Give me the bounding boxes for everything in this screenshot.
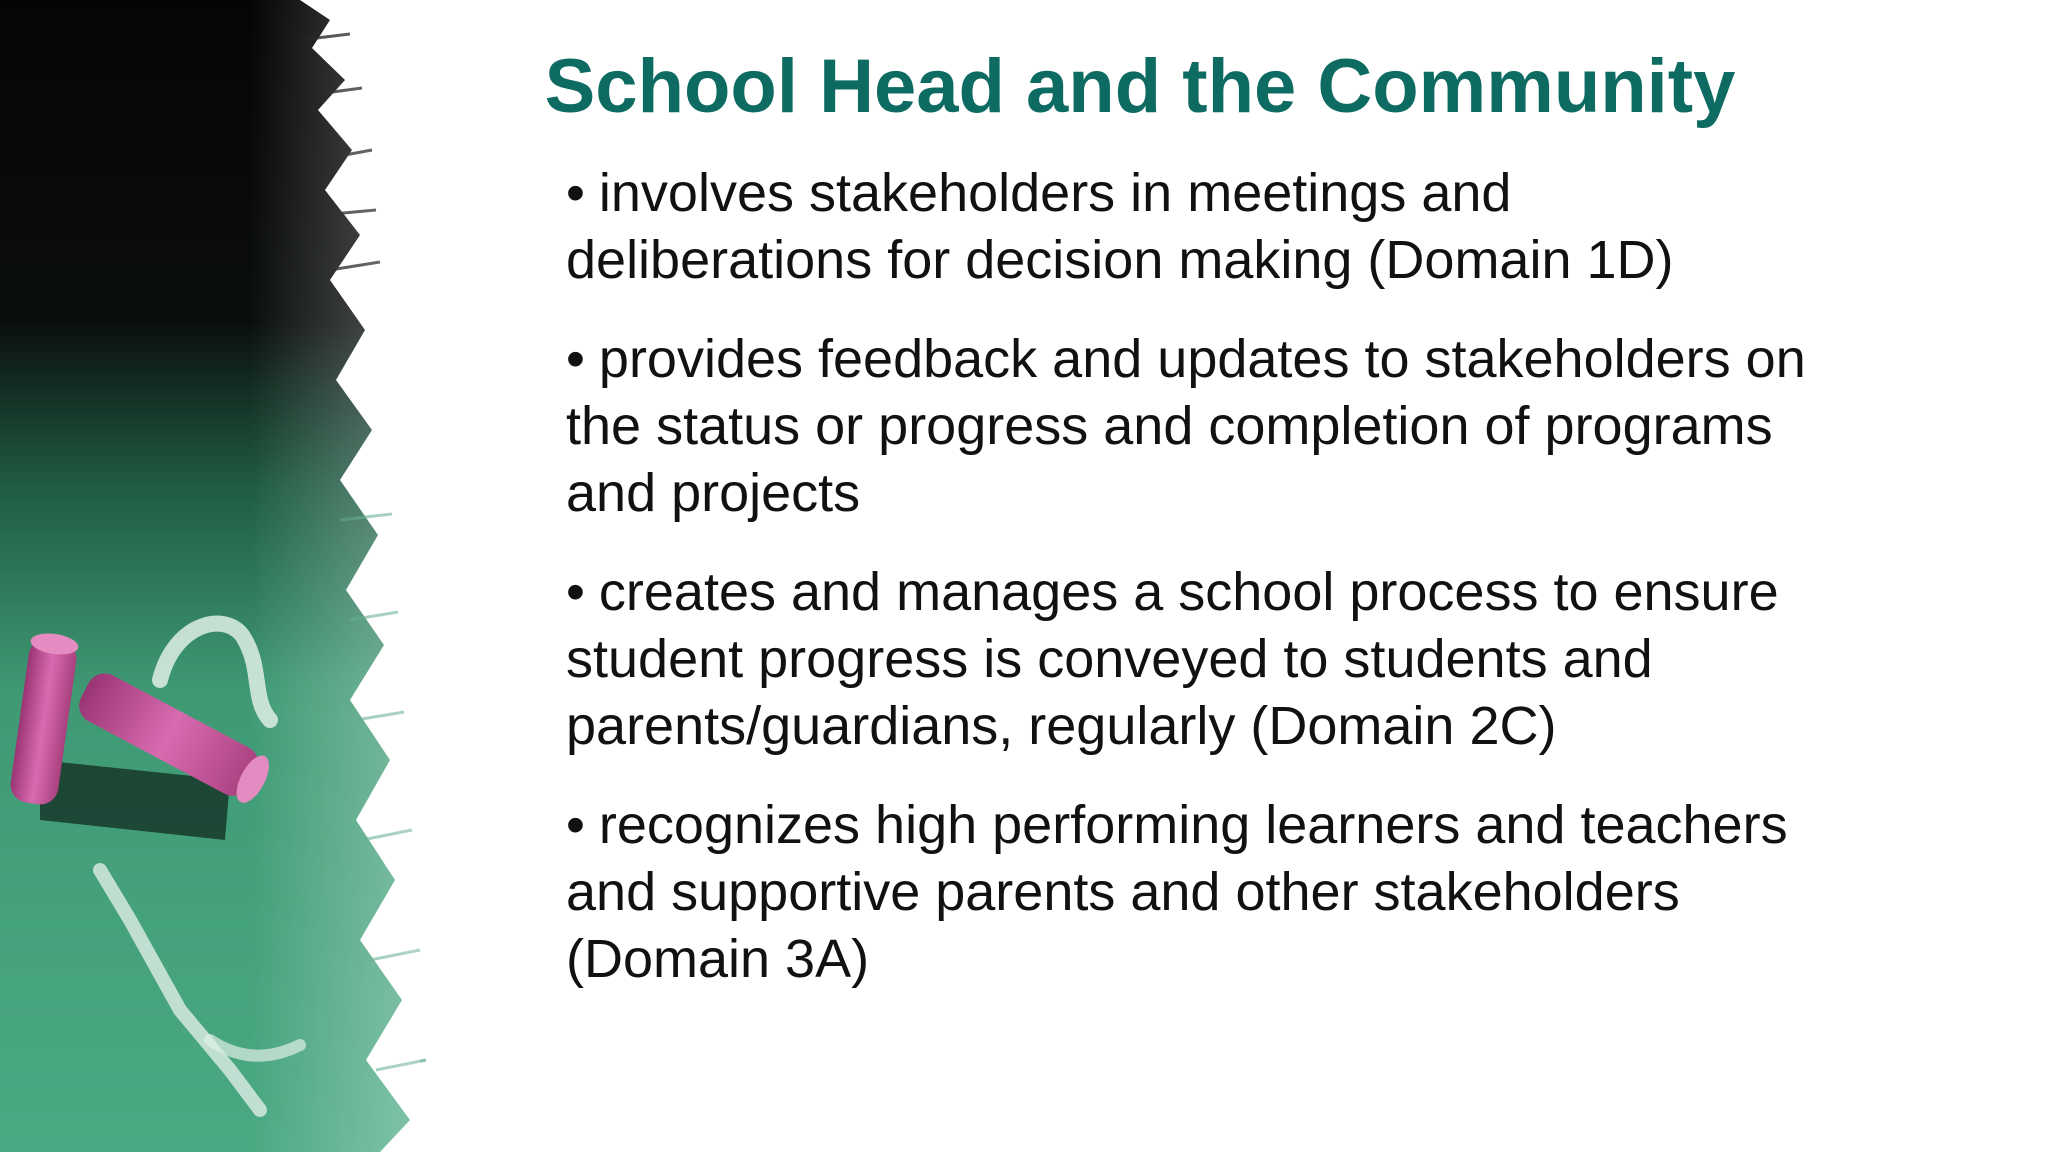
bullet-mark: • xyxy=(566,795,585,855)
bullet-item xyxy=(566,559,1826,760)
bullet-mark: • xyxy=(566,163,585,223)
bullet-mark: • xyxy=(566,329,585,389)
bullet-list xyxy=(566,160,1826,1025)
bullet-text: creates and manages a school process to ensure student progress is conveyed to students and parents/guardians, regularly (Domain 2C) xyxy=(566,562,1779,756)
bullet-mark: • xyxy=(566,562,585,622)
chalkboard-chalk-decoration xyxy=(0,0,520,1152)
bullet-text: provides feedback and updates to stakeholders on the status or progress and completion of programs and projects xyxy=(566,329,1806,523)
bullet-item xyxy=(566,160,1826,294)
bullet-text: recognizes high performing learners and teachers and supportive parents and other stakeholders (Domain 3A) xyxy=(566,795,1788,989)
bullet-item xyxy=(566,792,1826,993)
bullet-item xyxy=(566,326,1826,527)
slide-title: School Head and the Community xyxy=(544,44,1736,129)
bullet-text: involves stakeholders in meetings and deliberations for decision making (Domain 1D) xyxy=(566,163,1674,290)
